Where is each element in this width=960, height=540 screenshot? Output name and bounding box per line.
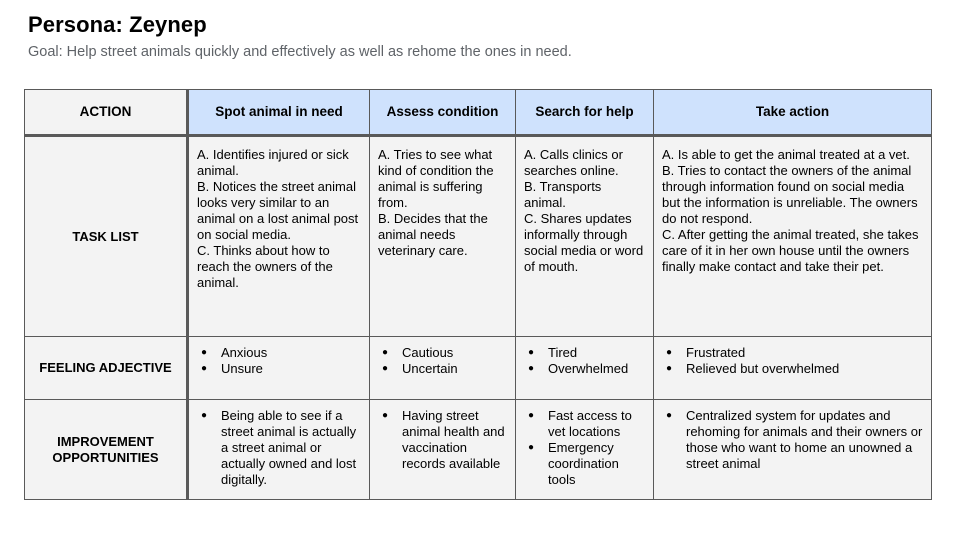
task-item: B. Tries to contact the owners of the animal through information found on social media but the information is unreliable. The owners do not respond. — [662, 163, 918, 226]
stage-assess-condition: Assess condition — [370, 90, 516, 136]
task-list-row — [25, 136, 932, 337]
task-item: B. Transports animal. — [524, 179, 602, 210]
header-action: ACTION — [25, 90, 188, 136]
stage-search-help: Search for help — [516, 90, 654, 136]
feeling-row — [25, 337, 932, 400]
task-item: C. After getting the animal treated, she takes care of it in her own house until the owners finally make contact and take their pet. — [662, 227, 919, 274]
improvement-cell-assess — [370, 400, 516, 500]
improvement-item: ● Emergency coordination tools — [524, 440, 645, 488]
improvement-item: ● Centralized system for updates and rehoming for animals and their owners or those who want to home an unowned a street animal — [662, 408, 923, 472]
stage-take-action: Take action — [654, 90, 932, 136]
stage-spot-animal: Spot animal in need — [188, 90, 370, 136]
task-item: B. Notices the street animal looks very similar to an animal on a lost animal post on social media. — [197, 179, 359, 242]
feeling-item: ● Relieved but overwhelmed — [662, 361, 923, 377]
improvement-item: ● Fast access to vet locations — [524, 408, 645, 440]
feeling-item: ● Uncertain — [378, 361, 507, 377]
feeling-item: ● Cautious — [378, 345, 507, 361]
feeling-item: ● Frustrated — [662, 345, 923, 361]
feeling-cell-assess — [370, 337, 516, 400]
row-label-improvement-line: OPPORTUNITIES — [52, 449, 159, 465]
task-cell-assess — [370, 136, 516, 337]
task-item: C. Shares updates informally through social media or word of mouth. — [524, 211, 644, 274]
task-item: A. Is able to get the animal treated at a vet. — [662, 147, 910, 162]
improvement-row — [25, 400, 932, 500]
persona-goal: Goal: Help street animals quickly and effectively as well as rehome the ones in need. — [28, 44, 572, 60]
feeling-item: ● Overwhelmed — [524, 361, 645, 377]
task-item: B. Decides that the animal needs veterinary care. — [378, 211, 488, 258]
row-label-task-list: TASK LIST — [25, 136, 188, 337]
header-row — [25, 90, 932, 136]
row-label-improvement-line: IMPROVEMENT — [57, 433, 154, 449]
improvement-cell-spot — [188, 400, 370, 500]
task-item: C. Thinks about how to reach the owners of the animal. — [197, 243, 333, 290]
feeling-cell-search — [516, 337, 654, 400]
journey-map-table — [24, 89, 932, 500]
task-cell-search — [516, 136, 654, 337]
task-item: A. Identifies injured or sick animal. — [197, 147, 349, 178]
feeling-item: ● Unsure — [197, 361, 361, 377]
row-label-feeling: FEELING ADJECTIVE — [25, 337, 188, 400]
feeling-cell-take-action — [654, 337, 932, 400]
improvement-cell-take-action — [654, 400, 932, 500]
task-cell-spot — [188, 136, 370, 337]
feeling-item: ● Anxious — [197, 345, 361, 361]
task-item: A. Tries to see what kind of condition the animal is suffering from. — [378, 147, 494, 210]
improvement-cell-search — [516, 400, 654, 500]
persona-title: Persona: Zeynep — [28, 12, 207, 37]
improvement-item: ● Having street animal health and vaccination records available — [378, 408, 507, 472]
task-item: A. Calls clinics or searches online. — [524, 147, 623, 178]
task-cell-take-action — [654, 136, 932, 337]
row-label-improvement — [25, 400, 188, 500]
feeling-cell-spot — [188, 337, 370, 400]
improvement-item: ● Being able to see if a street animal is actually a street animal or actually owned and lost digitally. — [197, 408, 361, 488]
feeling-item: ● Tired — [524, 345, 645, 361]
